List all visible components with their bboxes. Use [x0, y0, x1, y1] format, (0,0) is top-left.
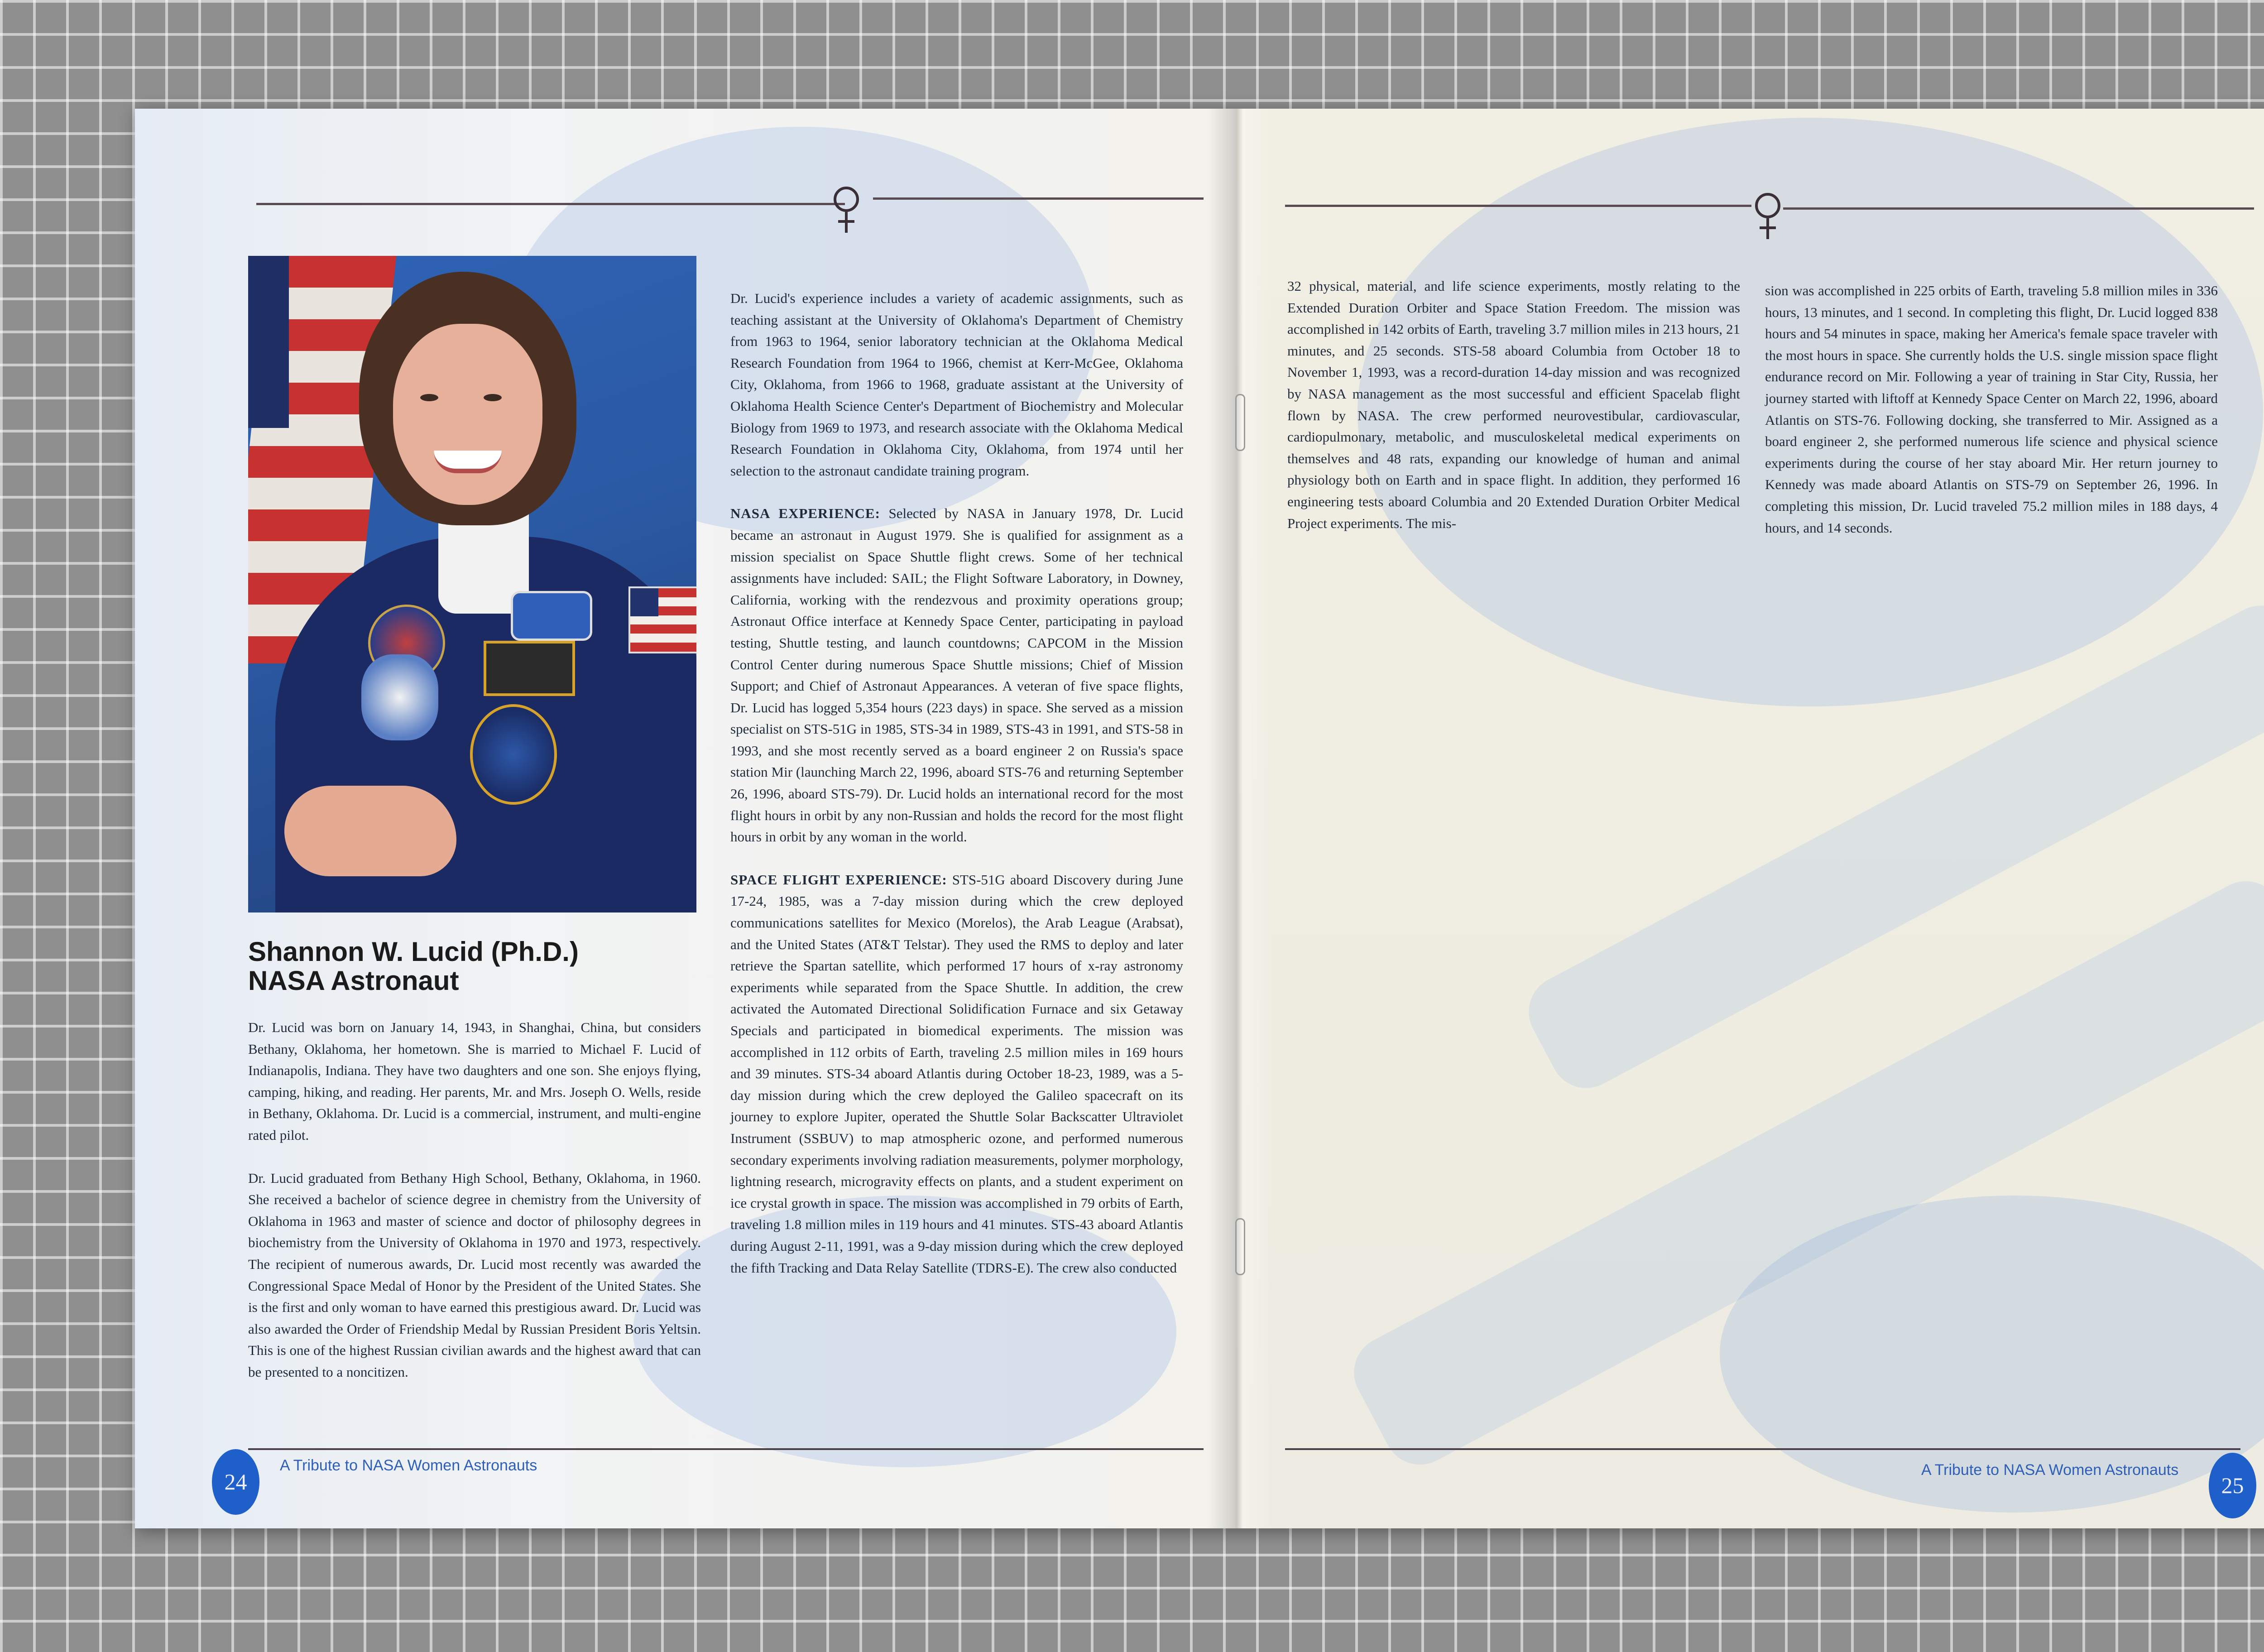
name-tag [484, 641, 575, 696]
right-column-1 [1287, 275, 1740, 555]
anniversary-patch [511, 591, 592, 641]
right-column-2 [1765, 280, 2218, 560]
footer-title: A Tribute to NASA Women Astronauts [1921, 1461, 2179, 1479]
footer-rule [1285, 1448, 2240, 1450]
venus-symbol-icon [830, 187, 862, 236]
footer-title: A Tribute to NASA Women Astronauts [280, 1457, 537, 1474]
binding-staple [1235, 1218, 1245, 1275]
nasa-experience-paragraph [730, 503, 1183, 848]
page-number: 24 [212, 1449, 259, 1515]
right-paragraph: sion was accomplished in 225 orbits of Earth, traveling 5.8 million miles in 336 hours, 13 minutes, and 1 second. In completing this flight, Dr. Lucid logged 838 hours and 54 minutes in space, making her America's female space traveler with the most hours in space. She currently holds the U.S. single mission space flight endurance record on Mir. Following a year of training in Star City, Russia, her journey started with liftoff at Kennedy Space Center on March 22, 1996, aboard Atlantis on STS-76. Following docking, she transferred to Mir. Assigned as a board engineer 2, she performed numerous life science and physical science experiments during the course of her stay aboard Mir. Her return journey to Kennedy was made aboard Atlantis on STS-79 on September 26, 1996. In completing this mission, Dr. Lucid traveled 75.2 million miles in 188 days, 4 hours, and 14 seconds. [1765, 283, 2218, 536]
footer-rule [248, 1448, 1204, 1450]
eye [484, 394, 502, 401]
academic-paragraph: Dr. Lucid's experience includes a variety of academic assignments, such as teaching assistant at the University of Oklahoma's Department of Chemistry from 1963 to 1964, senior laboratory technician at the Oklahoma Medical Research Foundation from 1964 to 1966, chemist at Kerr-McGee, Oklahoma City, Oklahoma, from 1966 to 1968, graduate assistant at the University of Oklahoma Health Science Center's Department of Biochemistry and Molecular Biology from 1969 to 1973, and research associate with the Oklahoma Medical Research Foundation in Oklahoma City, Oklahoma, from 1974 until her selection to the astronaut candidate training program. [730, 290, 1183, 479]
header-rule [256, 203, 845, 205]
astronaut-name: Shannon W. Lucid (Ph.D.) [248, 936, 579, 967]
space-flight-text: STS-51G aboard Discovery during June 17-24, 1985, was a 7-day mission during which the crew deployed communications satellites for Mexico (Morelos), the Arab League (Arabsat), and the United States (AT&T Telstar). They used the RMS to deploy and later retrieve the Spartan satellite, which performed 17 hours of x-ray astronomy experiments while separated from the Space Shuttle. In addition, the crew activated the Automated Directional Solidification Furnace and six Getaway Specials and participated in biomedical experiments. The mission was accomplished in 112 orbits of Earth, traveling 2.5 million miles in 169 hours and 39 minutes. STS-34 aboard Atlantis during October 18-23, 1989, was a 5-day mission during which the crew deployed the Galileo spacecraft on its journey to explore Jupiter, operated the Shuttle Solar Backscatter Ultraviolet Instrument (SSBUV) to map atmospheric ozone, and performed numerous secondary experiments involving radiation measurements, polymer morphology, lightning research, microgravity effects on plants, and a student experiment on ice crystal growth in space. The mission was accomplished in 79 orbits of Earth, traveling 1.8 million miles in 119 hours and 41 minutes. STS-43 aboard Atlantis during August 2-11, 1991, was a 9-day mission during which the crew deployed the fifth Tracking and Data Relay Satellite (TDRS-E). The crew also conducted [730, 871, 1183, 1276]
page-number: 25 [2209, 1453, 2256, 1518]
space-flight-paragraph [730, 869, 1183, 1278]
experience-column [730, 288, 1183, 1300]
bio-column [248, 1017, 701, 1404]
venus-symbol-icon [1751, 193, 1783, 243]
eye [420, 394, 438, 401]
booklet-spread [135, 109, 2264, 1528]
flag-canton [248, 256, 289, 428]
usa-flag-patch [628, 586, 696, 653]
astronaut-portrait [248, 256, 696, 912]
mission-patch [470, 704, 557, 805]
nasa-experience-heading: NASA EXPERIENCE: [730, 505, 880, 522]
header-rule [1783, 207, 2254, 210]
header-rule [873, 197, 1204, 200]
nasa-experience-text: Selected by NASA in January 1978, Dr. Lucid became an astronaut in August 1979. She is qualified for assignment as a mission specialist on Space Shuttle flight crews. Some of her technical assignments have included: SAIL; the Flight Software Laboratory, in Downey, California, working with the rendezvous and proximity operations group; Astronaut Office interface at Kennedy Space Center, participating in payload testing, Shuttle testing, and launch countdowns; CAPCOM in the Mission Control Center during numerous Space Shuttle missions; Chief of Mission Support; and Chief of Astronaut Appearances. A veteran of five space flights, Dr. Lucid has logged 5,354 hours (223 days) in space. She served as a mission specialist on STS-51G in 1985, STS-34 in 1989, STS-43 in 1991, and STS-58 in 1993, and she most recently served as a board engineer 2 on Russia's space station Mir (launching March 22, 1996, aboard STS-76 and returning September 26, 1996, aboard STS-79). Dr. Lucid holds an international record for the most flight hours in orbit by any non-Russian and holds the record for the most flight hours in orbit by any woman in the world. [730, 505, 1183, 845]
book-gutter [1208, 109, 1271, 1528]
astronaut-role: NASA Astronaut [248, 965, 459, 996]
binding-staple [1235, 394, 1245, 451]
profile-title [248, 937, 579, 995]
right-paragraph: 32 physical, material, and life science experiments, mostly relating to the Extended Duration Orbiter and Space Station Freedom. The mission was accomplished in 142 orbits of Earth, traveling 3.7 million miles in 213 hours, 21 minutes, and 25 seconds. STS-58 aboard Columbia from October 18 to November 1, 1993, was a record-duration 14-day mission and was recognized by NASA management as the most successful and efficient Spacelab flight flown by NASA. The crew performed neurovestibular, cardiovascular, cardiopulmonary, metabolic, and musculoskeletal medical experiments on themselves and 48 rats, expanding our knowledge of human and animal physiology both on Earth and in space flight. In addition, they performed 16 engineering tests aboard Columbia and 20 Extended Duration Orbiter Medical Project experiments. The mis- [1287, 278, 1740, 531]
space-flight-heading: SPACE FLIGHT EXPERIENCE: [730, 871, 947, 888]
mission-patch [361, 654, 438, 740]
face [393, 324, 542, 505]
header-rule [1285, 205, 1751, 207]
bio-paragraph: Dr. Lucid was born on January 14, 1943, in Shanghai, China, but considers Bethany, Oklahoma, her hometown. She is married to Michael F. Lucid of Indianapolis, Indiana. They have two daughters and one son. She enjoys flying, camping, hiking, and reading. Her parents, Mr. and Mrs. Joseph O. Wells, reside in Bethany, Oklahoma. Dr. Lucid is a commercial, instrument, and multi-engine rated pilot. [248, 1019, 701, 1143]
bio-paragraph: Dr. Lucid graduated from Bethany High School, Bethany, Oklahoma, in 1960. She received a bachelor of science degree in chemistry from the University of Oklahoma in 1963 and master of science and doctor of philosophy degrees in biochemistry from the University of Oklahoma in 1970 and 1973, respectively. The recipient of numerous awards, Dr. Lucid most recently was awarded the Congressional Space Medal of Honor by the President of the United States. She is the first and only woman to have earned this prestigious award. Dr. Lucid was also awarded the Order of Friendship Medal by Russian President Boris Yeltsin. This is one of the highest Russian civilian awards and the highest award that can be presented to a noncitizen. [248, 1170, 701, 1380]
folded-hands [284, 786, 456, 876]
